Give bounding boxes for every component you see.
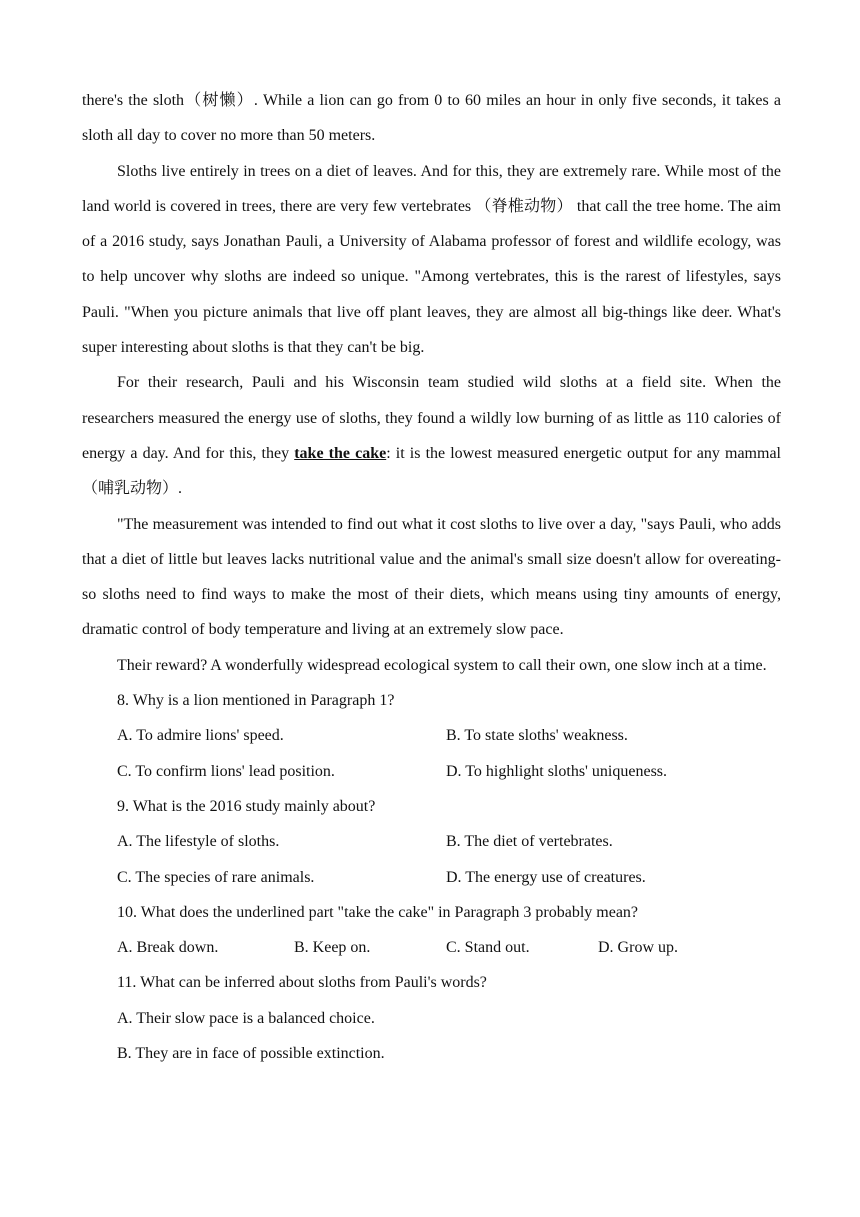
question-8-option-a[interactable]: A. To admire lions' speed. (117, 727, 284, 745)
question-10-option-b[interactable]: B. Keep on. (294, 939, 371, 957)
question-9-options-row-1 (82, 824, 781, 859)
question-10-options-row (82, 930, 781, 965)
question-10-option-a[interactable]: A. Break down. (117, 939, 219, 957)
question-9-option-a[interactable]: A. The lifestyle of sloths. (117, 833, 280, 851)
passage-paragraph-2: Sloths live entirely in trees on a diet of leaves. And for this, they are extremely rare. While most of the land world is covered in trees, there are very few vertebrates （脊椎动物） that call the tree home. The aim of a 2016 study, says Jonathan Pauli, a University of Alabama professor of forest and wildlife ecology, was to help uncover why sloths are indeed so unique. "Among vertebrates, this is the rarest of lifestyles, says Pauli. "When you picture animals that live off plant leaves, they are almost all big-things like deer. What's super interesting about sloths is that they can't be big. (82, 162, 781, 357)
question-8-options-row-2 (82, 754, 781, 789)
question-9-stem: 9. What is the 2016 study mainly about? (117, 797, 376, 815)
paragraph-3-text-before: For their research, Pauli and his Wisconsin team studied wild sloths at a field site. When the researchers measured the energy use of sloths, they found a wildly low burning of as little as 110 calories of energy a day. And for this, they (82, 374, 781, 462)
passage-paragraph-3 (82, 365, 781, 506)
question-10-stem: 10. What does the underlined part "take the cake" in Paragraph 3 probably mean? (117, 903, 639, 921)
passage-paragraph-1-end: there's the sloth（树懒）. While a lion can go from 0 to 60 miles an hour in only five seconds, it takes a sloth all day to cover no more than 50 meters. (82, 92, 781, 145)
paragraph-3-text-after: : it is the lowest measured energetic output for any mammal （哺乳动物）. (82, 444, 781, 498)
question-8-option-c[interactable]: C. To confirm lions' lead position. (117, 762, 335, 780)
underlined-phrase: take the cake (294, 444, 387, 462)
question-8-stem: 8. Why is a lion mentioned in Paragraph 1? (117, 692, 395, 710)
question-8-options-row-1 (82, 718, 781, 753)
question-11-option-a[interactable]: A. Their slow pace is a balanced choice. (117, 1009, 375, 1027)
question-8-option-b[interactable]: B. To state sloths' weakness. (446, 727, 628, 745)
question-10-option-d[interactable]: D. Grow up. (598, 939, 678, 957)
question-10-option-c[interactable]: C. Stand out. (446, 939, 530, 957)
question-11-stem: 11. What can be inferred about sloths from Pauli's words? (117, 974, 487, 992)
question-9-options-row-2 (82, 860, 781, 895)
question-8-option-d[interactable]: D. To highlight sloths' uniqueness. (446, 762, 668, 780)
question-9-option-c[interactable]: C. The species of rare animals. (117, 868, 315, 886)
passage-paragraph-4: "The measurement was intended to find out what it cost sloths to live over a day, "says Pauli, who adds that a diet of little but leaves lacks nutritional value and the animal's small size doesn't allow for overeating-so sloths need to find ways to make the most of their diets, which means using tiny amounts of energy, dramatic control of body temperature and living at an extremely slow pace. (82, 515, 781, 639)
question-9-option-d[interactable]: D. The energy use of creatures. (446, 868, 646, 886)
passage-paragraph-5: Their reward? A wonderfully widespread ecological system to call their own, one slow inch at a time. (117, 656, 767, 674)
question-9-option-b[interactable]: B. The diet of vertebrates. (446, 833, 613, 851)
question-11-option-b[interactable]: B. They are in face of possible extinction. (117, 1045, 385, 1063)
document-page (82, 83, 781, 1071)
